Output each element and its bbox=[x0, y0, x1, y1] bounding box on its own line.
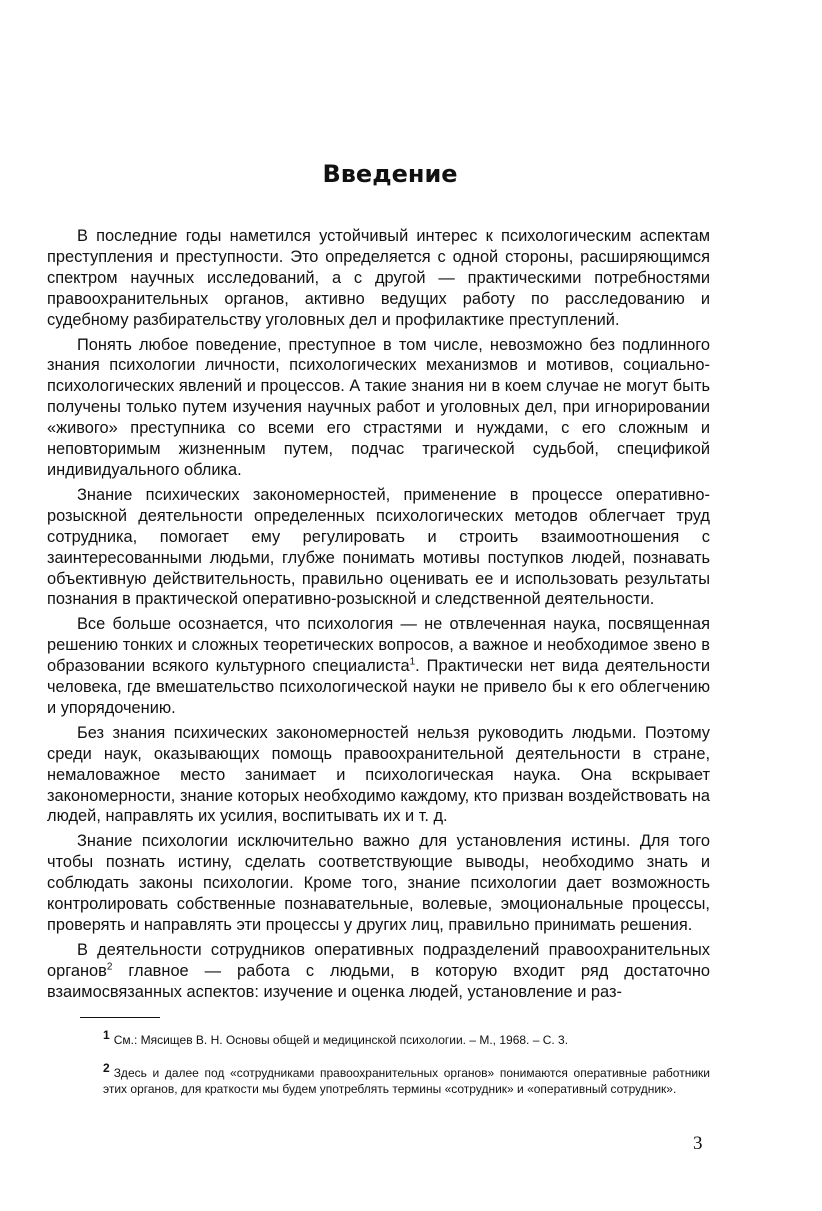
paragraph: Знание психических закономерностей, применение в процессе оперативно-розыскной деятельности определенных психологических методов облегчает труд сотрудника, помогает ему регулировать и строить взаимоотношения с заинтересованными людьми, глубже понимать мотивы поступков людей, познавать объективную действительность, правильно оценивать ее и использовать результаты познания в практической оперативно-розыскной и следственной деятельности. bbox=[47, 485, 710, 609]
main-text bbox=[47, 226, 710, 1007]
footnote-text: Здесь и далее под «сотрудниками правоохранительных органов» понимаются оперативные работники этих органов, для краткости мы будем употреблять термины «сотрудник» и «оперативный сотрудник». bbox=[103, 1066, 710, 1096]
paragraph bbox=[47, 940, 710, 1003]
footnote-reference: 2 bbox=[106, 961, 113, 973]
paragraph-text: В деятельности сотрудников оперативных подразделений правоохранительных органов bbox=[47, 940, 710, 980]
paragraph-text: Все больше осознается, что психология — не отвлеченная наука, посвященная решению тонких и сложных теоретических вопросов, а важное и необходимое звено в образовании всякого культурного специалиста bbox=[47, 615, 710, 676]
footnote bbox=[103, 1028, 710, 1048]
paragraph: Знание психологии исключительно важно для установления истины. Для того чтобы познать истину, сделать соответствующие выводы, необходимо знать и соблюдать законы психологии. Кроме того, знание психологии дает возможность контролировать собственные познавательные, волевые, эмоциональные процессы, проверять и направлять эти процессы у других лиц, правильно принимать решения. bbox=[47, 832, 710, 934]
footnote-number: 2 bbox=[103, 1061, 110, 1075]
page-title: Введение bbox=[322, 160, 458, 188]
page-number: 3 bbox=[693, 1133, 703, 1154]
footnote bbox=[103, 1061, 710, 1097]
paragraph bbox=[47, 614, 710, 719]
paragraph: Понять любое поведение, преступное в том числе, невозможно без подлинного знания психологии личности, психологических механизмов и мотивов, социально-психологических явлений и процессов. А такие знания ни в коем случае не могут быть получены только путем изучения научных работ и уголовных дел, при игнорировании «живого» преступника со всеми его страстями и нуждами, с его сложным и неповторимым жизненным путем, подчас трагической судьбой, спецификой индивидуального облика. bbox=[47, 335, 710, 479]
paragraph: Без знания психических закономерностей нельзя руководить людьми. Поэтому среди наук, оказывающих помощь правоохранительной деятельности в стране, немаловажное место занимает и психологическая наука. Она вскрывает закономерности, знание которых необходимо каждому, кто призван воздействовать на людей, направлять их усилия, воспитывать их и т. д. bbox=[47, 723, 710, 826]
paragraph: В последние годы наметился устойчивый интерес к психологическим аспектам преступления и преступности. Это определяется с одной стороны, расширяющимся спектром научных исследований, а с другой — практическими потребностями правоохранительных органов, активно ведущих работу по расследованию и судебному разбирательству уголовных дел и профилактике преступлений. bbox=[47, 227, 710, 329]
footnote-divider bbox=[80, 1017, 160, 1018]
footnote-number: 1 bbox=[103, 1028, 110, 1042]
footnote-reference: 1 bbox=[409, 656, 416, 668]
paragraph-text: главное — работа с людьми, в которую входит ряд достаточно взаимосвязанных аспектов: изучение и оценка людей, установление и раз- bbox=[47, 961, 710, 1001]
paragraph-text: . Практически нет вида деятельности человека, где вмешательство психологической науки не привело бы к его облегчению и упорядочению. bbox=[47, 657, 711, 717]
footnote-text: См.: Мясищев В. Н. Основы общей и медицинской психологии. – М., 1968. – С. 3. bbox=[113, 1033, 569, 1047]
